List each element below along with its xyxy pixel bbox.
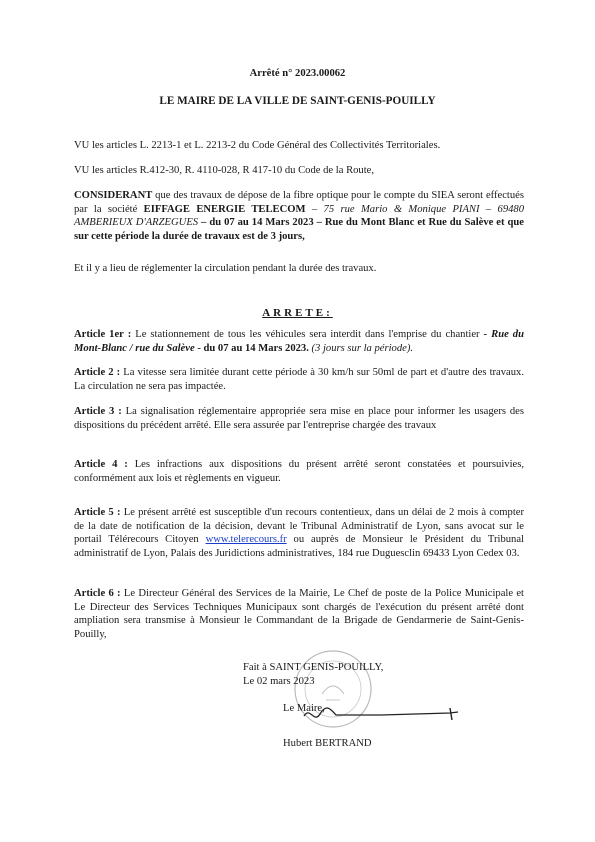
vu2-text: VU les articles R.412-30, R. 4110-028, R 417-10 du Code de la Route,: [74, 165, 375, 176]
article-5-text-2: ou auprès de Monsieur le Président du Tribunal administratif de Lyon, Palais des Juridictions administratives, 184 rue Duguesclin 69433 Lyon Cedex 03.: [74, 534, 524, 559]
considerant-lead: CONSIDERANT: [74, 190, 153, 201]
article-4-label: Article 4 :: [74, 459, 128, 470]
article-4-text: Les infractions aux dispositions du présent arrêté seront constatées et poursuivies, conformément aux lois et règlements en vigueur.: [74, 459, 524, 484]
signature-date: Le 02 mars 2023: [243, 676, 315, 687]
arrete-number: Arrêté n° 2023.00062: [249, 68, 346, 79]
article-1-dates: - du 07 au 14 Mars 2023.: [194, 342, 309, 354]
reglementer-paragraph: [74, 262, 524, 276]
signature-place: Fait à SAINT GENIS-POUILLY,: [243, 662, 384, 673]
considerant-text: que des travaux de dépose de la fibre optique pour le compte du SIEA seront effectués par la société: [74, 190, 524, 215]
company-name: EIFFAGE ENERGIE TELECOM: [143, 203, 306, 215]
article-5-text: Le présent arrêté est susceptible d'un recours contentieux, dans un délai de 2 mois à compter de la date de notification de la décision, devant le Tribunal Administratif de Lyon, sans avocat sur le portail Télérecours Citoyen: [74, 507, 524, 546]
handwritten-signature: [300, 698, 470, 728]
vu1-text: VU les articles L. 2213-1 et L. 2213-2 du Code Général des Collectivités Territoriales.: [74, 140, 441, 151]
considerant-dates: – du 07 au 14 Mars 2023 – Rue du Mont Blanc et Rue du Salève et que sur cette période la durée de travaux est de 3 jours,: [74, 217, 524, 242]
signature-role: Le Maire,: [283, 703, 325, 714]
article-3: [74, 405, 524, 432]
article-3-text: La signalisation réglementaire appropriée sera mise en place pour informer les usagers des dispositions du précédent arrêté. Elle sera assurée par l'entreprise chargée des travaux: [74, 406, 524, 431]
article-3-label: Article 3 :: [74, 406, 122, 417]
arrete-heading-text: ARRETE:: [262, 307, 333, 319]
article-6-label: Article 6 :: [74, 588, 121, 599]
company-address: – 75 rue Mario & Monique PIANI – 69480 AMBERIEUX D'ARZEGUES: [74, 203, 525, 229]
article-5-label: Article 5 :: [74, 507, 121, 518]
telerecours-link[interactable]: www.telerecours.fr: [205, 534, 287, 546]
article-6-text: Le Directeur Général des Services de la Mairie, Le Chef de poste de la Police Municipale et Le Directeur des Services Techniques Municipaux sont chargés de l'exécution du présent arrêté dont ampliation sera transmise à Monsieur le Commandant de la Brigade de Gendarmerie de Saint-Genis-Pouilly,: [74, 588, 524, 640]
article-1-text: Le stationnement de tous les véhicules sera interdit dans l'emprise du chantier: [131, 329, 480, 340]
article-6: [74, 587, 524, 641]
vu-paragraph-1: [74, 139, 524, 153]
article-5: [74, 506, 524, 560]
arrete-heading: [0, 303, 595, 321]
article-1-place: - Rue du Mont-Blanc / rue du Salève: [74, 329, 524, 354]
article-2-label: Article 2 :: [74, 367, 121, 378]
article-1-label: Article 1er :: [74, 329, 132, 340]
article-4: [74, 458, 524, 485]
maire-title: LE MAIRE DE LA VILLE DE SAINT-GENIS-POUILLY: [159, 95, 436, 107]
reglementer-text: Et il y a lieu de réglementer la circulation pendant la durée des travaux.: [74, 263, 377, 274]
article-2: [74, 366, 524, 393]
considerant-paragraph: [74, 189, 524, 243]
signatory-name: Hubert BERTRAND: [283, 738, 372, 749]
article-1-note: (3 jours sur la période).: [308, 342, 414, 354]
article-2-text: La vitesse sera limitée durant cette période à 30 km/h sur 50ml de part et d'autre des travaux. La circulation ne sera pas impactée.: [74, 367, 524, 392]
vu-paragraph-2: [74, 164, 524, 178]
article-1: [74, 328, 524, 355]
